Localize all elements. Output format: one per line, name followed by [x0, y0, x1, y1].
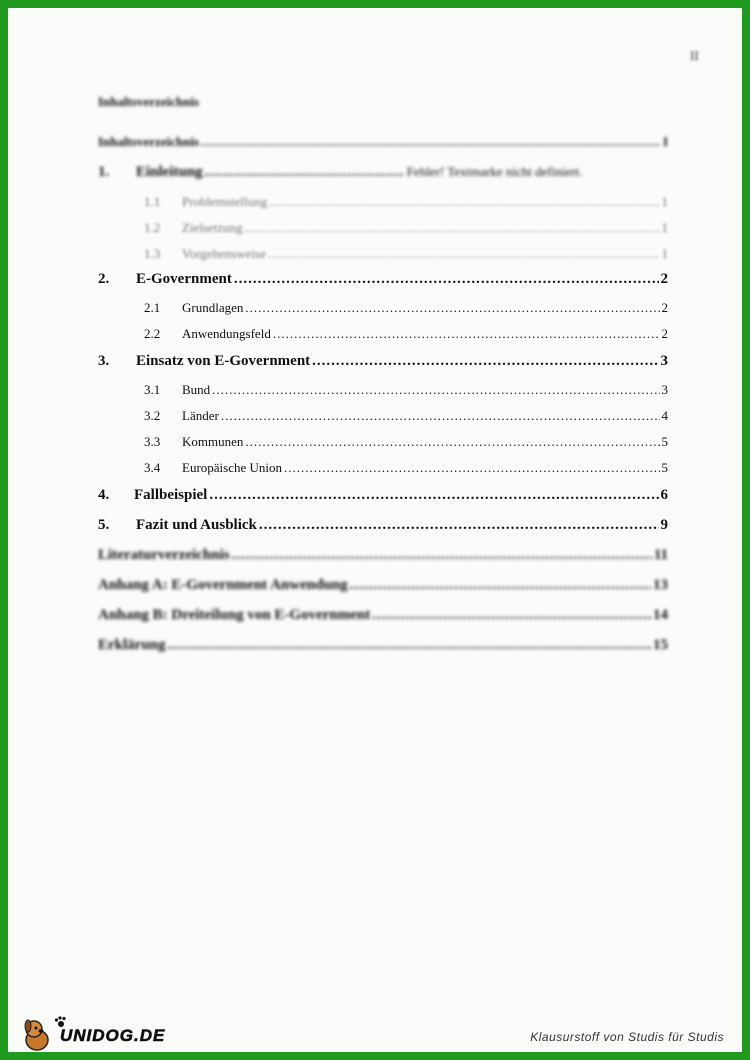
- toc-entry-page: 6: [660, 487, 668, 503]
- dot-leader: [273, 326, 660, 342]
- toc-entry[interactable]: [98, 271, 668, 288]
- toc-entry-number: 3.4: [144, 460, 161, 475]
- toc-entry-title: Einleitung: [136, 164, 203, 180]
- document-page: [8, 8, 742, 1052]
- toc-entry-title: Länder: [182, 408, 219, 423]
- dog-mascot-icon: [22, 1018, 52, 1052]
- toc-entry-page: 2: [661, 326, 668, 341]
- toc-entry-title: Inhaltsverzeichnis: [98, 134, 200, 149]
- toc-entry[interactable]: [98, 487, 668, 504]
- dot-leader: [234, 271, 659, 288]
- dot-leader: [245, 220, 660, 236]
- toc-entry-page: 1: [661, 246, 668, 261]
- toc-entry-title: Zielsetzung: [182, 220, 243, 235]
- dot-leader: [312, 353, 658, 370]
- toc-entry-number: 1.: [98, 164, 110, 180]
- toc-entry[interactable]: [98, 353, 668, 370]
- toc-entry[interactable]: [144, 220, 668, 236]
- toc-entry-page: 3: [661, 382, 668, 397]
- toc-entry[interactable]: [144, 194, 668, 210]
- toc-entry-title: Europäische Union: [182, 460, 283, 475]
- dot-leader: [372, 607, 651, 624]
- dot-leader: [350, 577, 651, 594]
- toc-entry-number: 1.3: [144, 246, 161, 261]
- toc-entry-title: Literaturverzeichnis: [98, 547, 230, 563]
- toc-entry[interactable]: [98, 547, 668, 564]
- toc-entry-title: Anwendungsfeld: [182, 326, 271, 341]
- dot-leader: [209, 487, 658, 504]
- toc-entry-title: Grundlagen: [182, 300, 244, 315]
- toc-entry[interactable]: [144, 408, 668, 424]
- toc-entry-title: Bund: [182, 382, 211, 397]
- toc-entry-page: Fehler! Textmarke nicht definiert.: [406, 164, 583, 179]
- toc-entry-number: 3.: [98, 353, 110, 369]
- toc-entry[interactable]: [144, 326, 668, 342]
- toc-entry-title: Anhang B: Dreiteilung von E-Government: [98, 607, 371, 623]
- toc-entry-title: Vorgehensweise: [182, 246, 267, 261]
- toc-entry-page: 9: [660, 517, 668, 533]
- toc-entry-number: 2.1: [144, 300, 161, 315]
- toc-entry-page: 2: [661, 300, 668, 315]
- toc-entry-page: 5: [661, 460, 668, 475]
- toc-entry-page: I: [662, 134, 668, 149]
- toc-entry-page: 4: [661, 408, 668, 423]
- toc-entry-number: 3.1: [144, 382, 161, 397]
- toc-entry[interactable]: [98, 577, 668, 594]
- toc-entry[interactable]: [98, 517, 668, 534]
- dot-leader: [245, 434, 659, 450]
- toc-entry-page: 5: [661, 434, 668, 449]
- dot-leader: [212, 382, 659, 398]
- toc-entry[interactable]: [98, 637, 668, 654]
- dot-leader: [259, 517, 659, 534]
- toc-entry[interactable]: [144, 246, 668, 262]
- toc-heading: Inhaltsverzeichnis: [98, 94, 200, 109]
- toc-entry-title: Erklärung: [98, 637, 166, 653]
- dot-leader: [205, 164, 405, 181]
- footer-tagline: Klausurstoff von Studis für Studis: [530, 1030, 724, 1044]
- dot-leader: [221, 408, 660, 424]
- toc-entry-number: 5.: [98, 517, 110, 533]
- toc-entry-number: 3.3: [144, 434, 161, 449]
- toc-entry[interactable]: [144, 382, 668, 398]
- dot-leader: [284, 460, 659, 476]
- dot-leader: [245, 300, 659, 316]
- toc-entry-number: 2.: [98, 271, 110, 287]
- toc-entry-title: Anhang A: E-Government Anwendung: [98, 577, 348, 593]
- brand-name: UNIDOG.DE: [60, 1026, 166, 1045]
- toc-entry-page: 13: [653, 577, 668, 593]
- page-number: II: [690, 48, 699, 63]
- toc-entry[interactable]: [144, 300, 668, 316]
- toc-entry-page: 1: [661, 220, 668, 235]
- toc-entry-page: 1: [661, 194, 668, 209]
- toc-entry-title: Fazit und Ausblick: [136, 517, 257, 533]
- toc-entry-page: 15: [653, 637, 668, 653]
- toc-entry-page: 11: [653, 547, 668, 563]
- toc-entry-title: Einsatz von E-Government: [136, 353, 311, 369]
- dot-leader: [232, 547, 652, 564]
- dot-leader: [168, 637, 651, 654]
- toc-entry-title: Fallbeispiel: [134, 487, 208, 503]
- toc-entry-number: 3.2: [144, 408, 161, 423]
- toc-entry[interactable]: [144, 434, 668, 450]
- toc-entry[interactable]: [98, 134, 668, 150]
- toc-entry-title: Problemstellung: [182, 194, 268, 209]
- dot-leader: [201, 134, 661, 150]
- toc-entry-page: 2: [660, 271, 668, 287]
- toc-entry-number: 2.2: [144, 326, 161, 341]
- toc-entry-number: 4.: [98, 487, 110, 503]
- toc-entry-page: 3: [660, 353, 668, 369]
- toc-entry-number: 1.2: [144, 220, 161, 235]
- toc-entry-title: Kommunen: [182, 434, 244, 449]
- toc-entry[interactable]: [144, 460, 668, 476]
- toc-entry[interactable]: [98, 164, 668, 181]
- toc-entry-number: 1.1: [144, 194, 161, 209]
- dot-leader: [269, 194, 659, 210]
- toc-entry-title: E-Government: [136, 271, 232, 287]
- toc-entry[interactable]: [98, 607, 668, 624]
- unidog-logo[interactable]: [22, 1016, 166, 1056]
- dot-leader: [268, 246, 659, 262]
- toc-entry-page: 14: [653, 607, 668, 623]
